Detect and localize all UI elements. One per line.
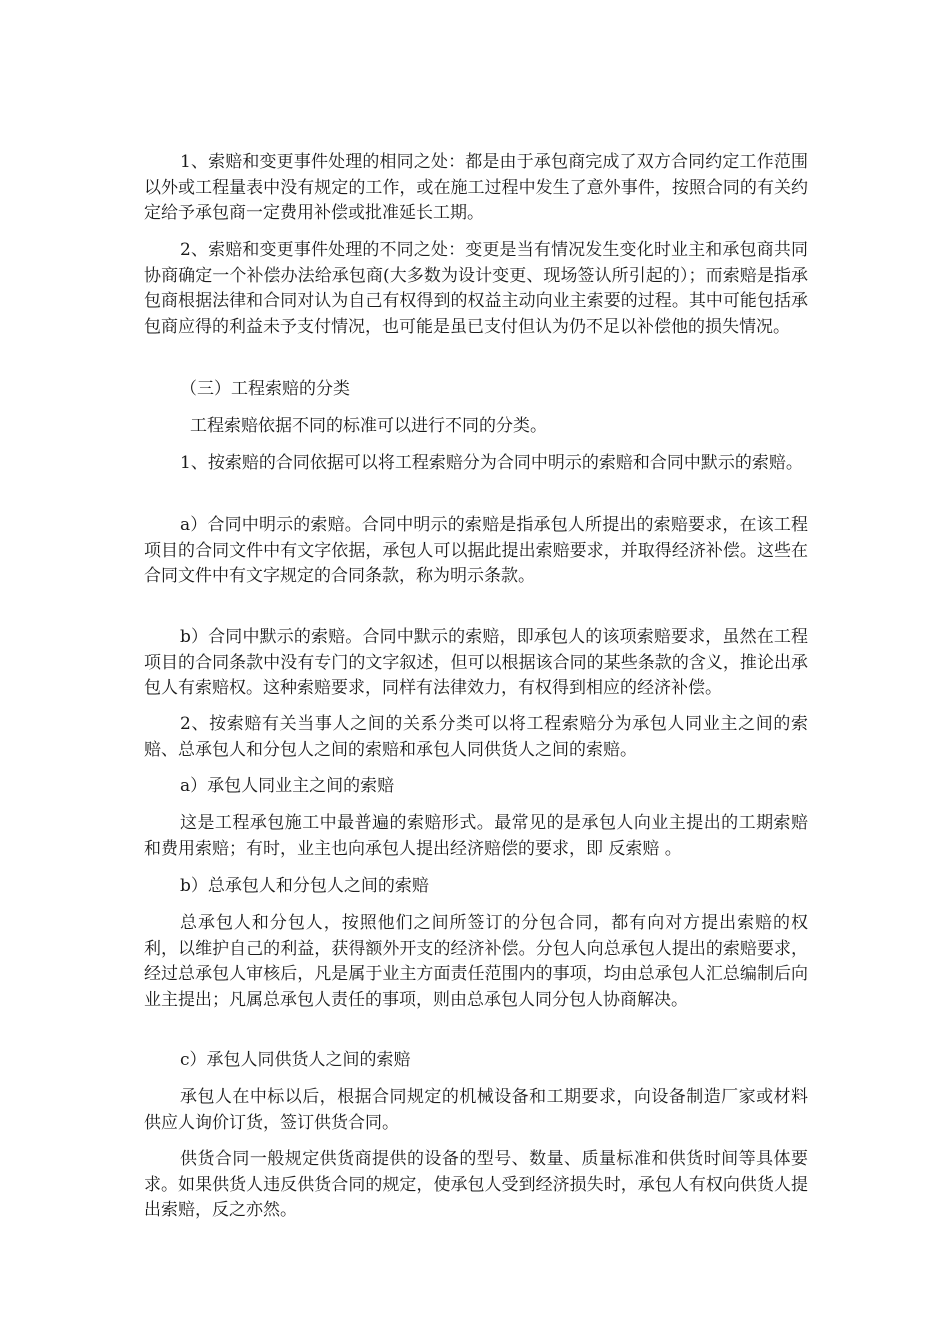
paragraph-supply-contract: 供货合同一般规定供货商提供的设备的型号、数量、质量标准和供货时间等具体要求。如果供货人违反供货合同的规定，使承包人受到经济损失时，承包人有权向供货人提出索赔，反之亦然。 [144, 1149, 808, 1220]
paragraph-explicit-claims: a）合同中明示的索赔。合同中明示的索赔是指承包人所提出的索赔要求，在该工程项目的合同文件中有文字依据，承包人可以据此提出索赔要求，并取得经济补偿。这些在合同文件中有文字规定的合同条款，称为明示条款。 [144, 515, 808, 586]
paragraph-by-contract-basis: 1、按索赔的合同依据可以将工程索赔分为合同中明示的索赔和合同中默示的索赔。 [180, 453, 803, 473]
paragraph-by-parties: 2、按索赔有关当事人之间的关系分类可以将工程索赔分为承包人同业主之间的索赔、总承包人和分包人之间的索赔和承包人同供货人之间的索赔。 [144, 714, 808, 760]
paragraph-general-subcontractor: 总承包人和分包人，按照他们之间所签订的分包合同，都有向对方提出索赔的权利，以维护自己的利益，获得额外开支的经济补偿。分包人向总承包人提出的索赔要求，经过总承包人审核后，凡是属于业主方面责任范围内的事项，均由总承包人汇总编制后向业主提出；凡属总承包人责任的事项，则由总承包人同分包人协商解决。 [144, 913, 808, 1010]
paragraph-implied-claims: b）合同中默示的索赔。合同中默示的索赔，即承包人的该项索赔要求，虽然在工程项目的合同条款中没有专门的文字叙述，但可以根据该合同的某些条款的含义，推论出承包人有索赔权。这种索赔要求，同样有法律效力，有权得到相应的经济补偿。 [144, 627, 808, 698]
section-heading-classification: （三）工程索赔的分类 [180, 379, 350, 399]
subheading-contractor-supplier: c）承包人同供货人之间的索赔 [180, 1050, 411, 1070]
subheading-contractor-owner: a）承包人同业主之间的索赔 [180, 776, 395, 796]
paragraph-classification-intro: 工程索赔依据不同的标准可以进行不同的分类。 [190, 416, 547, 436]
paragraph-contractor-supplier: 承包人在中标以后，根据合同规定的机械设备和工期要求，向设备制造厂家或材料供应人询价订货，签订供货合同。 [144, 1087, 808, 1133]
paragraph-contractor-owner: 这是工程承包施工中最普遍的索赔形式。最常见的是承包人向业主提出的工期索赔和费用索赔；有时，业主也向承包人提出经济赔偿的要求，即 反索赔 。 [144, 813, 808, 859]
paragraph-similarities: 1、索赔和变更事件处理的相同之处：都是由于承包商完成了双方合同约定工作范围以外或工程量表中没有规定的工作，或在施工过程中发生了意外事件，按照合同的有关约定给予承包商一定费用补偿或批准延长工期。 [144, 152, 808, 223]
paragraph-differences: 2、索赔和变更事件处理的不同之处：变更是当有情况发生变化时业主和承包商共同协商确定一个补偿办法给承包商(大多数为设计变更、现场签认所引起的）；而索赔是指承包商根据法律和合同对认为自己有权得到的权益主动向业主索要的过程。其中可能包括承包商应得的利益未予支付情况，也可能是虽已支付但认为仍不足以补偿他的损失情况。 [144, 240, 808, 337]
subheading-general-subcontractor: b）总承包人和分包人之间的索赔 [180, 876, 429, 896]
